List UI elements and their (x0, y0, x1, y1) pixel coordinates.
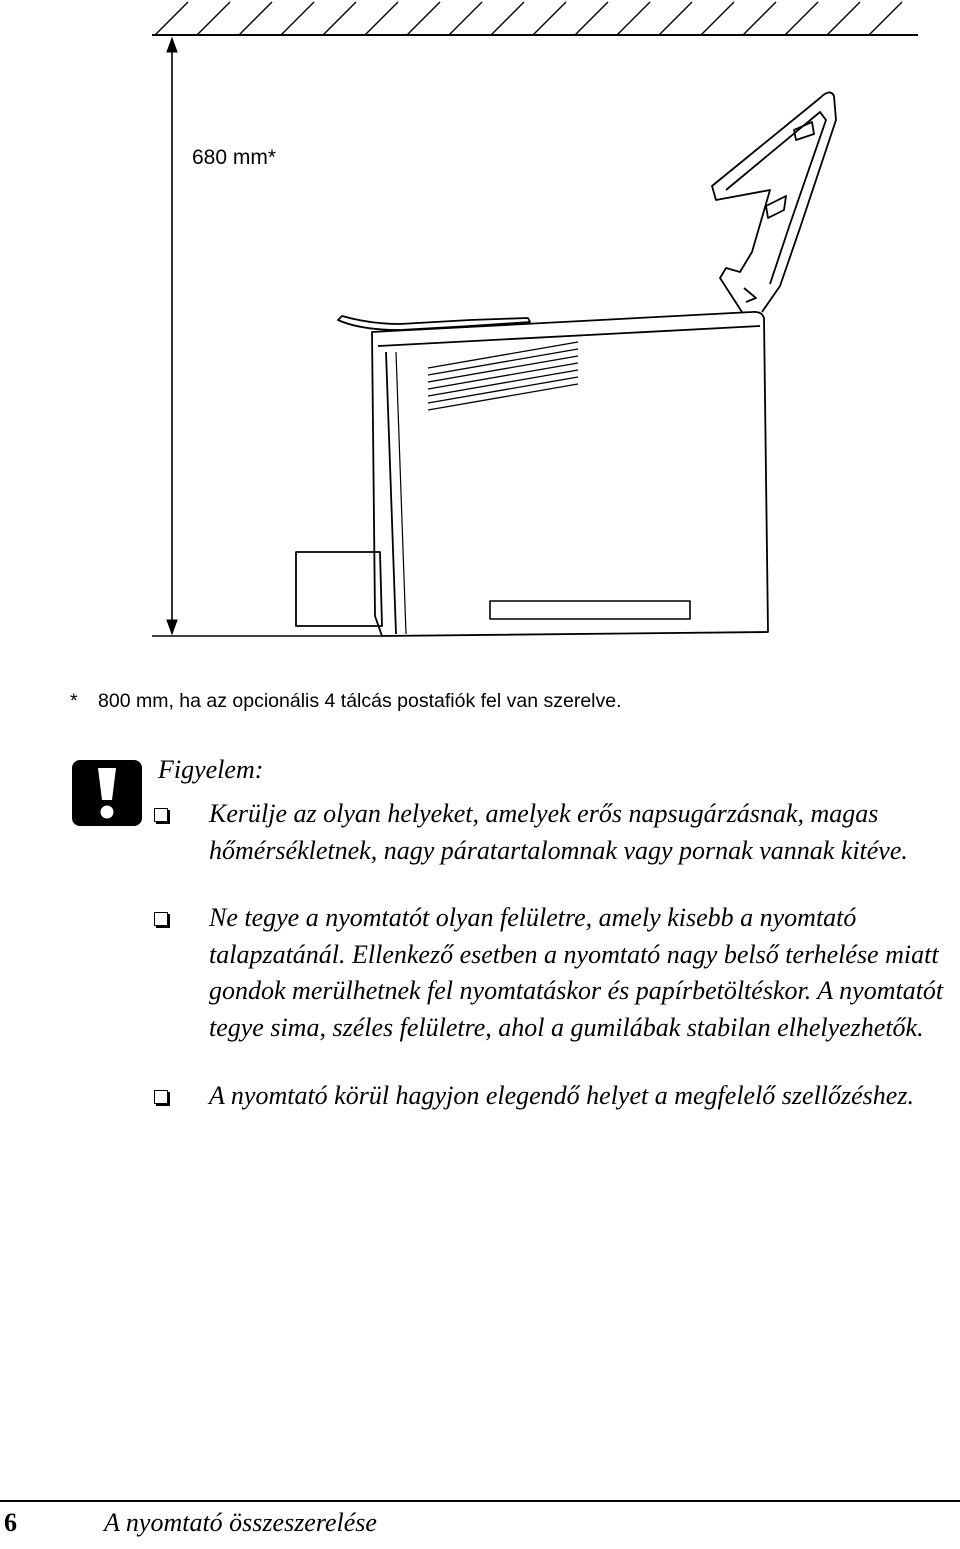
caution-list (150, 796, 955, 1145)
printer-side-view-drawing (0, 0, 960, 680)
checkbox-bullet-icon (154, 912, 168, 926)
exclamation-icon (72, 760, 142, 826)
page-number: 6 (4, 1508, 17, 1537)
height-dimension-arrow (167, 38, 177, 634)
figure-footnote (70, 690, 622, 713)
caution-item-text: Kerülje az olyan helyeket, amelyek erős napsugárzásnak, magas hőmérsékletnek, nagy páratartalomnak vagy pornak vannak kitéve. (209, 799, 908, 865)
footnote-text: 800 mm, ha az opcionális 4 tálcás postafiók fel van szerelve. (98, 690, 622, 712)
checkbox-bullet-icon (154, 808, 168, 822)
caution-heading: Figyelem: (158, 755, 264, 784)
footer-divider (0, 1500, 960, 1502)
caution-item-text: Ne tegye a nyomtatót olyan felületre, amely kisebb a nyomtató talapzatánál. Ellenkező esetben a nyomtató nagy belső terhelése miatt gondok merülhetnek fel nyomtatáskor és papírbetöltéskor. A nyomtatót tegye sima, széles felületre, ahol a gumilábak stabilan elhelyezhetők. (209, 903, 944, 1042)
caution-item (150, 1078, 955, 1115)
caution-item (150, 900, 955, 1046)
checkbox-bullet-icon (154, 1090, 168, 1104)
footnote-marker: * (70, 690, 78, 712)
ceiling-hatching (152, 2, 918, 35)
clearance-height-label: 680 mm* (192, 146, 277, 169)
chapter-title: A nyomtató összeszerelése (104, 1508, 377, 1537)
caution-item-text: A nyomtató körül hagyjon elegendő helyet a megfelelő szellőzéshez. (209, 1080, 914, 1110)
caution-item (150, 796, 955, 869)
printer-clearance-figure (0, 0, 960, 680)
printer-body (296, 92, 836, 636)
